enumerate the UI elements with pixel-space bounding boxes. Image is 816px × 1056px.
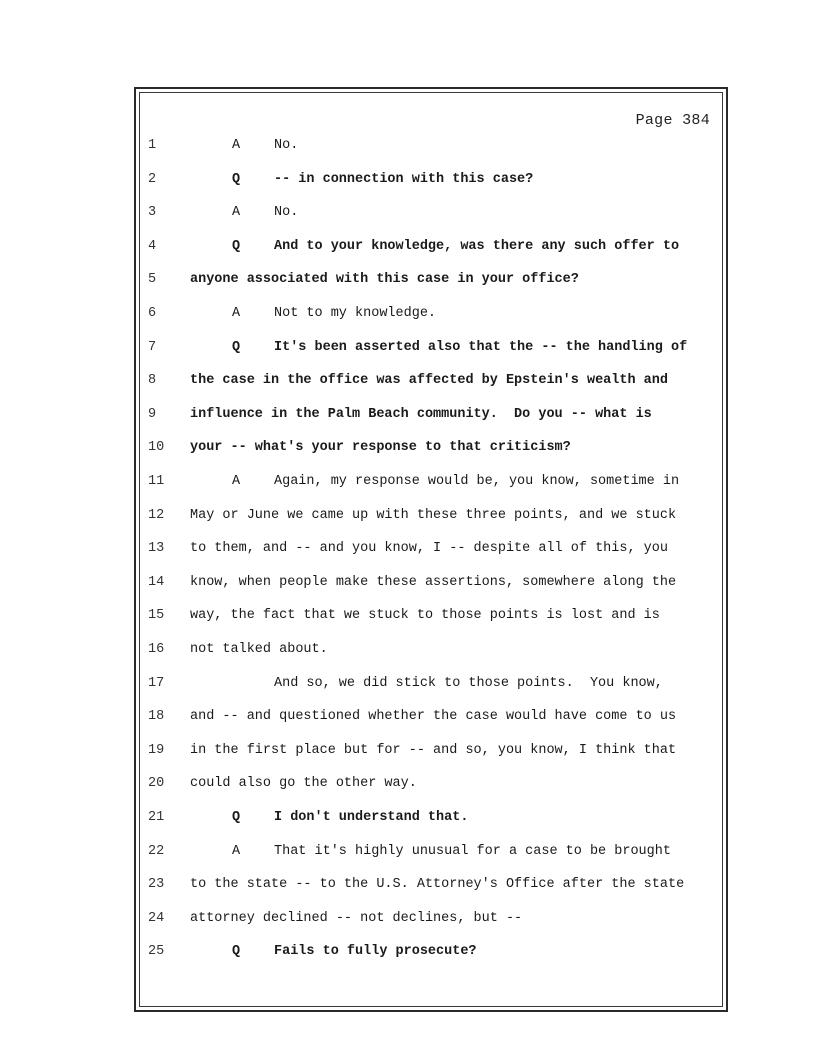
line-number: 11 xyxy=(148,474,165,489)
transcript-line xyxy=(0,370,816,392)
transcript-line xyxy=(0,572,816,594)
line-text: It's been asserted also that the -- the handling of xyxy=(274,340,688,355)
line-text: No. xyxy=(274,138,299,153)
line-number: 4 xyxy=(148,239,157,254)
line-text: And to your knowledge, was there any such offer to xyxy=(274,239,680,254)
speaker-label: Q xyxy=(232,340,241,355)
transcript-line xyxy=(0,437,816,459)
line-number: 24 xyxy=(148,911,165,926)
line-number: 2 xyxy=(148,172,157,187)
transcript-line xyxy=(0,135,816,157)
transcript-line xyxy=(0,673,816,695)
transcript-line xyxy=(0,236,816,258)
speaker-label: Q xyxy=(232,172,241,187)
line-text: Not to my knowledge. xyxy=(274,306,437,321)
transcript-line xyxy=(0,807,816,829)
line-number: 10 xyxy=(148,440,165,455)
line-number: 18 xyxy=(148,709,165,724)
line-text: know, when people make these assertions, somewhere along the xyxy=(190,575,677,590)
line-number: 13 xyxy=(148,541,165,556)
line-text: -- in connection with this case? xyxy=(274,172,534,187)
line-number: 14 xyxy=(148,575,165,590)
transcript-line xyxy=(0,639,816,661)
line-number: 12 xyxy=(148,508,165,523)
line-number: 22 xyxy=(148,844,165,859)
line-number: 19 xyxy=(148,743,165,758)
transcript-line xyxy=(0,706,816,728)
line-text: And so, we did stick to those points. You know, xyxy=(274,676,663,691)
line-text: not talked about. xyxy=(190,642,328,657)
line-text: way, the fact that we stuck to those points is lost and is xyxy=(190,608,660,623)
transcript-line xyxy=(0,773,816,795)
transcript-line xyxy=(0,841,816,863)
speaker-label: A xyxy=(232,474,241,489)
line-number: 8 xyxy=(148,373,157,388)
line-text: could also go the other way. xyxy=(190,776,417,791)
transcript-line xyxy=(0,908,816,930)
transcript-line xyxy=(0,605,816,627)
line-number: 25 xyxy=(148,944,165,959)
line-number: 20 xyxy=(148,776,165,791)
line-number: 21 xyxy=(148,810,165,825)
line-text: Again, my response would be, you know, sometime in xyxy=(274,474,680,489)
speaker-label: Q xyxy=(232,810,241,825)
speaker-label: A xyxy=(232,844,241,859)
line-text: to the state -- to the U.S. Attorney's Office after the state xyxy=(190,877,685,892)
line-text: and -- and questioned whether the case would have come to us xyxy=(190,709,677,724)
page-number: Page 384 xyxy=(635,112,710,129)
transcript-line xyxy=(0,303,816,325)
line-number: 6 xyxy=(148,306,157,321)
line-number: 1 xyxy=(148,138,157,153)
line-text: May or June we came up with these three points, and we stuck xyxy=(190,508,677,523)
line-text: in the first place but for -- and so, you know, I think that xyxy=(190,743,677,758)
line-number: 9 xyxy=(148,407,157,422)
line-text: the case in the office was affected by Epstein's wealth and xyxy=(190,373,668,388)
line-number: 7 xyxy=(148,340,157,355)
line-text: That it's highly unusual for a case to be brought xyxy=(274,844,671,859)
transcript-line xyxy=(0,941,816,963)
line-number: 15 xyxy=(148,608,165,623)
line-number: 5 xyxy=(148,272,157,287)
transcript-line xyxy=(0,874,816,896)
transcript-line xyxy=(0,471,816,493)
line-text: your -- what's your response to that criticism? xyxy=(190,440,571,455)
transcript-line xyxy=(0,269,816,291)
transcript-line xyxy=(0,505,816,527)
speaker-label: A xyxy=(232,138,241,153)
transcript-line xyxy=(0,337,816,359)
line-text: Fails to fully prosecute? xyxy=(274,944,477,959)
transcript-line xyxy=(0,169,816,191)
speaker-label: Q xyxy=(232,239,241,254)
speaker-label: A xyxy=(232,205,241,220)
transcript-line xyxy=(0,202,816,224)
line-number: 16 xyxy=(148,642,165,657)
line-text: influence in the Palm Beach community. Do you -- what is xyxy=(190,407,652,422)
line-text: attorney declined -- not declines, but -- xyxy=(190,911,523,926)
line-text: I don't understand that. xyxy=(274,810,469,825)
line-number: 23 xyxy=(148,877,165,892)
line-text: anyone associated with this case in your office? xyxy=(190,272,579,287)
transcript-line xyxy=(0,538,816,560)
line-number: 17 xyxy=(148,676,165,691)
speaker-label: Q xyxy=(232,944,241,959)
transcript-line xyxy=(0,404,816,426)
line-text: to them, and -- and you know, I -- despite all of this, you xyxy=(190,541,668,556)
speaker-label: A xyxy=(232,306,241,321)
line-text: No. xyxy=(274,205,299,220)
transcript-line xyxy=(0,740,816,762)
line-number: 3 xyxy=(148,205,157,220)
